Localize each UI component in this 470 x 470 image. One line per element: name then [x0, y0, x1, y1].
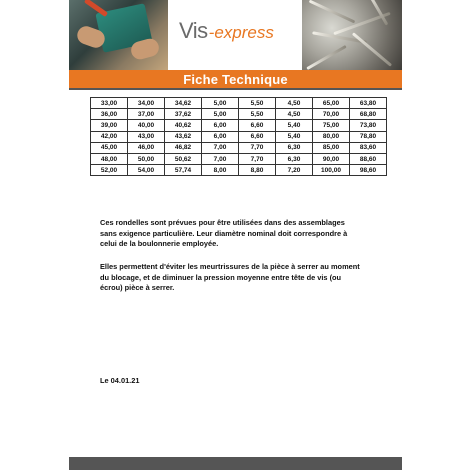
table-cell: 6,60: [239, 120, 276, 131]
table-cell: 6,30: [276, 153, 313, 164]
table-cell: 6,00: [202, 120, 239, 131]
table-cell: 8,80: [239, 165, 276, 176]
table-cell: 8,00: [202, 165, 239, 176]
table-cell: 80,00: [313, 131, 350, 142]
table-cell: 50,00: [128, 153, 165, 164]
table-cell: 85,00: [313, 142, 350, 153]
title-bar: [69, 70, 402, 88]
table-row: [91, 165, 387, 176]
table-cell: 7,00: [202, 153, 239, 164]
page-title: Fiche Technique: [183, 71, 288, 87]
spec-table: [90, 97, 387, 176]
table-cell: 5,40: [276, 131, 313, 142]
table-cell: 7,20: [276, 165, 313, 176]
table-cell: 98,60: [350, 165, 387, 176]
screws-photo: [302, 0, 402, 70]
logo-express: -express: [208, 23, 274, 42]
electronics-photo: [69, 0, 168, 70]
table-cell: 4,50: [276, 98, 313, 109]
table-cell: 42,00: [91, 131, 128, 142]
table-cell: 5,40: [276, 120, 313, 131]
table-cell: 88,60: [350, 153, 387, 164]
document-page: [69, 0, 402, 470]
table-cell: 37,00: [128, 109, 165, 120]
header-banner: [69, 0, 402, 70]
table-cell: 65,00: [313, 98, 350, 109]
screw-shape: [309, 0, 356, 23]
table-cell: 5,00: [202, 98, 239, 109]
table-cell: 34,00: [128, 98, 165, 109]
table-cell: 37,62: [165, 109, 202, 120]
logo-vis: Vis: [179, 18, 208, 43]
table-cell: 70,00: [313, 109, 350, 120]
brand-logo: [179, 18, 274, 52]
paragraph-2: Elles permettent d'éviter les meurtrissures de la pièce à serrer au moment du blocage, et de diminuer la pression moyenne entre tête de vis (ou écrou) pièce à serrer.: [100, 262, 360, 293]
table-cell: 7,70: [239, 153, 276, 164]
table-row: [91, 98, 387, 109]
table-cell: 33,00: [91, 98, 128, 109]
table-cell: 5,50: [239, 98, 276, 109]
table-cell: 34,62: [165, 98, 202, 109]
table-row: [91, 131, 387, 142]
table-cell: 68,80: [350, 109, 387, 120]
table-cell: 52,00: [91, 165, 128, 176]
table-cell: 48,00: [91, 153, 128, 164]
table-cell: 36,00: [91, 109, 128, 120]
table-cell: 43,62: [165, 131, 202, 142]
table-cell: 75,00: [313, 120, 350, 131]
table-cell: 4,50: [276, 109, 313, 120]
title-divider: [69, 88, 402, 90]
table-row: [91, 109, 387, 120]
table-cell: 5,00: [202, 109, 239, 120]
table-cell: 63,80: [350, 98, 387, 109]
table-cell: 90,00: [313, 153, 350, 164]
table-cell: 6,00: [202, 131, 239, 142]
paragraph-1: Ces rondelles sont prévues pour être utilisées dans des assemblages sans exigence particulière. Leur diamètre nominal doit correspondre à celui de la boulonnerie employée.: [100, 218, 348, 249]
table-cell: 7,00: [202, 142, 239, 153]
table-cell: 73,80: [350, 120, 387, 131]
table-row: [91, 120, 387, 131]
table-cell: 100,00: [313, 165, 350, 176]
table-cell: 5,50: [239, 109, 276, 120]
table-cell: 46,00: [128, 142, 165, 153]
table-cell: 40,00: [128, 120, 165, 131]
table-cell: 46,82: [165, 142, 202, 153]
table-cell: 45,00: [91, 142, 128, 153]
table-cell: 57,74: [165, 165, 202, 176]
screw-shape: [306, 45, 346, 70]
table-cell: 83,60: [350, 142, 387, 153]
table-cell: 54,00: [128, 165, 165, 176]
table-cell: 50,62: [165, 153, 202, 164]
table-row: [91, 142, 387, 153]
table-cell: 40,62: [165, 120, 202, 131]
table-cell: 6,30: [276, 142, 313, 153]
table-cell: 7,70: [239, 142, 276, 153]
table-row: [91, 153, 387, 164]
table-cell: 39,00: [91, 120, 128, 131]
table-cell: 43,00: [128, 131, 165, 142]
document-date: Le 04.01.21: [100, 376, 140, 385]
table-cell: 6,60: [239, 131, 276, 142]
footer-bar: [69, 457, 402, 470]
screw-shape: [352, 32, 392, 66]
table-cell: 78,80: [350, 131, 387, 142]
